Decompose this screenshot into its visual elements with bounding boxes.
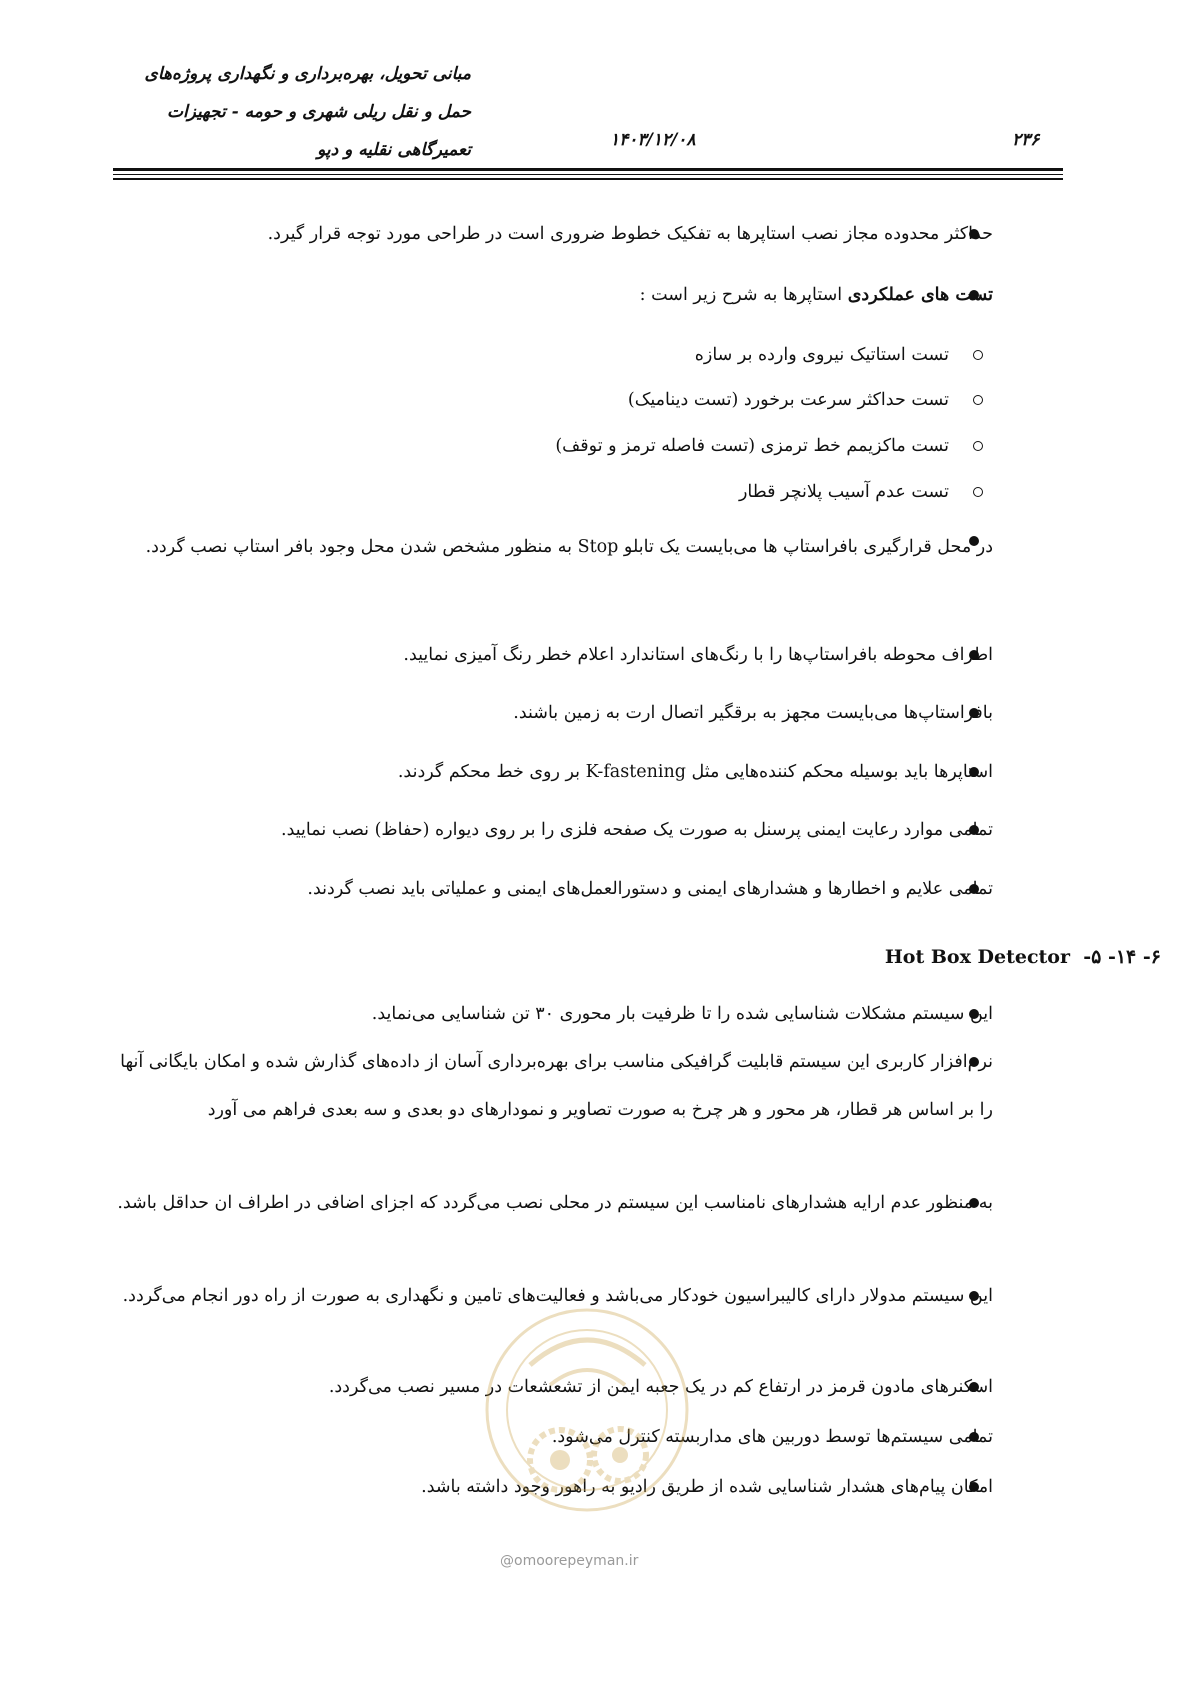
list-item: نرم‌افزار کاربری این سیستم قابلیت گرافیکی مناسب برای بهره‌برداری آسان از داده‌های گذارش شده و امکان بایگانی آنها را بر اساس هر قطار، هر محور و هر چرخ به صورت تصاویر و نمودارهای دو بعدی و سه بعدی فراهم می آورد (120, 1052, 993, 1120)
list-item: استاپرها باید بوسیله محکم کننده‌هایی مثل K-fastening بر روی خط محکم گردند. (397, 762, 993, 782)
list-item: بافراستاپ‌ها می‌بایست مجهز به برقگیر اتصال ارت به زمین باشند. (513, 703, 993, 723)
circle-bullet-icon (973, 395, 983, 405)
list-item: تمامی سیستم‌ها توسط دوربین های مداربسته کنترل می‌شود. (551, 1427, 993, 1447)
header-rule (113, 178, 1063, 180)
list-item: این سیستم مشکلات شناسایی شده را تا ظرفیت بار محوری ۳۰ تن شناسایی می‌نماید. (371, 1004, 993, 1024)
list-item: به منظور عدم ارایه هشدارهای نامناسب این سیستم در محلی نصب می‌گردد که اجزای اضافی در اطراف ان حداقل باشد. (117, 1193, 993, 1213)
section-title: Hot Box Detector (884, 946, 1070, 968)
sub-list-item: تست عدم آسیب پلانچر قطار (738, 482, 949, 502)
header-title-line-2: حمل و نقل ریلی شهری و حومه - تجهیزات (166, 102, 471, 122)
list-item: اطراف محوطه بافراستاپ‌ها را با رنگ‌های استاندارد اعلام خطر رنگ آمیزی نمایید. (403, 645, 993, 665)
list-item: حداکثر محدوده مجاز نصب استاپرها به تفکیک خطوط ضروری است در طراحی مورد توجه قرار گیرد. (267, 224, 993, 244)
section-heading (885, 946, 1161, 968)
page-number: ۲۳۶ (1012, 130, 1040, 150)
header-date: ۱۴۰۳/۱۲/۰۸ (610, 130, 696, 150)
header-rule (113, 174, 1063, 175)
list-item: در محل قرارگیری بافراستاپ ها می‌بایست یک تابلو Stop به منظور مشخص شدن محل وجود بافر استاپ نصب گردد. (145, 537, 993, 557)
watermark-text: @omoorepeyman.ir (500, 1553, 639, 1569)
list-item: تمامی موارد رعایت ایمنی پرسنل به صورت یک صفحه فلزی را بر روی دیواره (حفاظ) نصب نمایید. (281, 820, 993, 840)
list-item: امکان پیام‌های هشدار شناسایی شده از طریق رادیو به راهور وجود داشته باشد. (421, 1477, 993, 1497)
perf-tests-lead-rest: استاپرها به شرح زیر است : (639, 285, 848, 305)
list-item: این سیستم مدولار دارای کالیبراسیون خودکار می‌باشد و فعالیت‌های تامین و نگهداری به صورت از راه دور انجام می‌گردد. (122, 1286, 993, 1306)
sub-list-item: تست ماکزیمم خط ترمزی (تست فاصله ترمز و توقف) (555, 436, 949, 456)
circle-bullet-icon (973, 487, 983, 497)
list-item: تمامی علایم و اخطارها و هشدارهای ایمنی و دستورالعمل‌های ایمنی و عملیاتی باید نصب گردند. (307, 879, 993, 899)
header-rule (113, 168, 1063, 171)
perf-tests-lead: تست های عملکردی (847, 285, 993, 305)
sub-list-item: تست حداکثر سرعت برخورد (تست دینامیک) (627, 390, 949, 410)
list-item-perf-tests (116, 271, 993, 319)
header-title-line-3: تعمیرگاهی نقلیه و دپو (317, 140, 471, 160)
list-item: اسکنرهای مادون قرمز در ارتفاع کم در یک جعبه ایمن از تشعشعات در مسیر نصب می‌گردد. (328, 1377, 993, 1397)
watermark-logo (470, 1275, 705, 1550)
header-title-line-1: مبانی تحویل، بهره‌برداری و نگهداری پروژه‌های (144, 64, 471, 84)
circle-bullet-icon (973, 350, 983, 360)
circle-bullet-icon (973, 441, 983, 451)
sub-list-item: تست استاتیک نیروی وارده بر سازه (694, 345, 949, 365)
section-number: ۶- ۱۴- ۵- (1083, 946, 1161, 968)
